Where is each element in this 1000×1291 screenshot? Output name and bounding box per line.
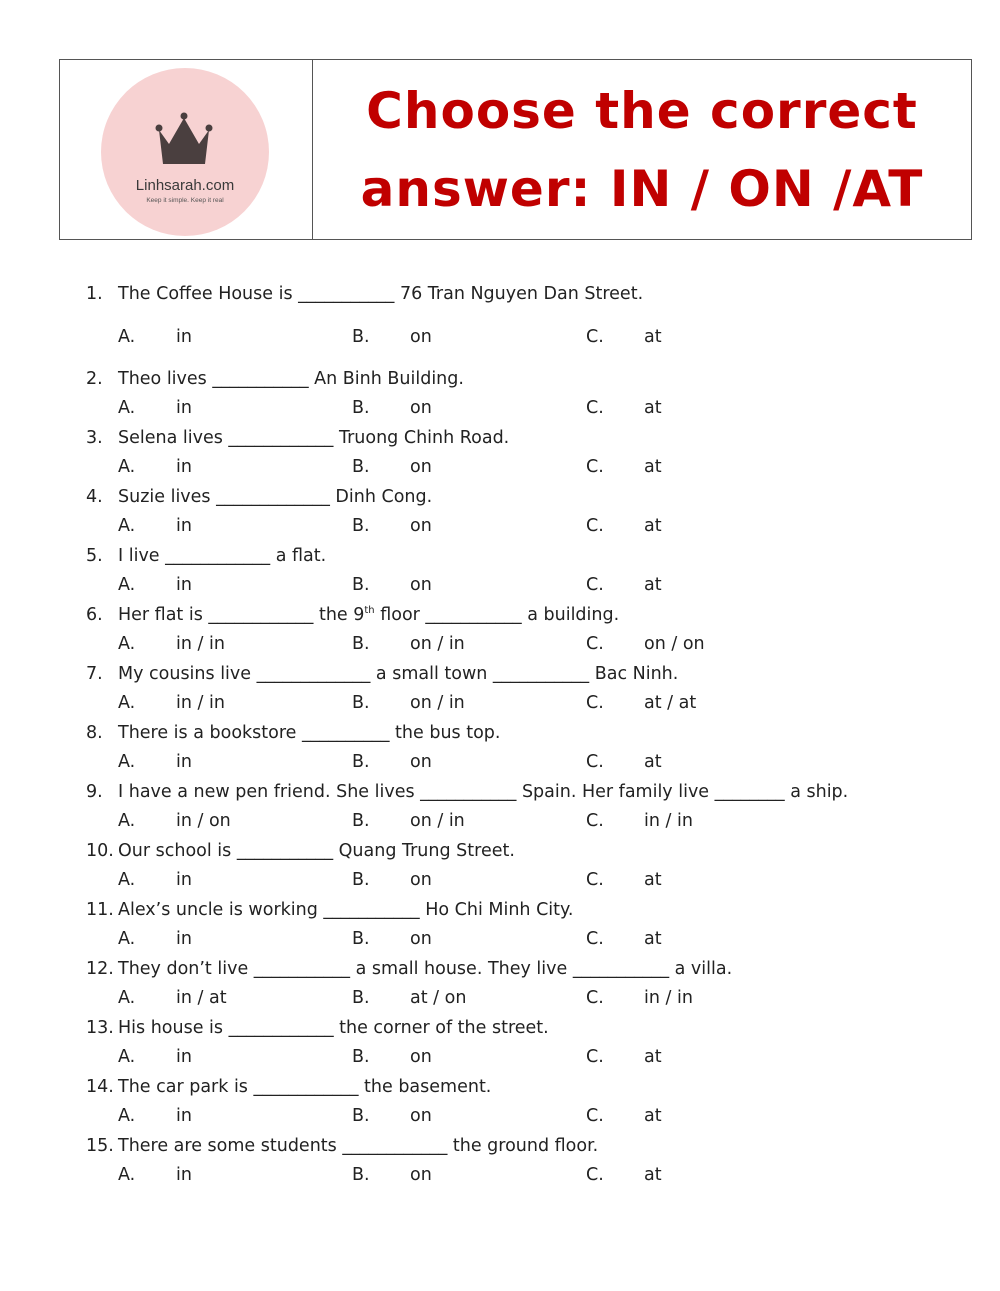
option-b[interactable] [352,512,432,542]
option-value: in [176,516,192,536]
answer-options [86,453,966,483]
option-value: at [644,1165,662,1185]
option-c[interactable] [586,1161,662,1191]
option-a[interactable] [118,807,231,837]
option-value: at [644,516,662,536]
question-list [86,280,966,1191]
option-value: in [176,575,192,595]
question-text: I have a new pen friend. She lives ___________ Spain. Her family live ________ a ship. [118,781,849,802]
option-a[interactable] [118,689,225,719]
option-c[interactable] [586,807,693,837]
question-number: 3. [86,427,103,448]
option-letter: C. [586,326,604,347]
option-letter: C. [586,1106,604,1126]
option-a[interactable] [118,630,225,660]
option-value: in [176,752,192,772]
option-value: at [644,457,662,477]
answer-options [86,512,966,542]
option-a[interactable] [118,984,227,1014]
question-item [86,1014,966,1073]
option-b[interactable] [352,925,432,955]
option-value: in / in [644,988,693,1008]
option-c[interactable] [586,630,705,660]
answer-options [86,689,966,719]
answer-options [86,630,966,660]
option-c[interactable] [586,571,662,601]
option-letter: C. [586,575,604,595]
option-value: on [410,398,432,418]
option-value: at [644,575,662,595]
option-a[interactable] [118,1043,192,1073]
option-letter: B. [352,693,370,713]
option-value: on [410,516,432,536]
option-c[interactable] [586,984,693,1014]
question-item [86,660,966,719]
option-value: at / on [410,988,467,1008]
option-a[interactable] [118,512,192,542]
option-value: in / on [176,811,231,831]
option-letter: A. [118,693,136,713]
question-item [86,280,966,365]
option-letter: A. [118,929,136,949]
option-value: in / in [176,693,225,713]
question-text-part: Her flat is ____________ the 9 [118,604,365,625]
option-value: in [176,870,192,890]
page-title-line-1: Choose the correct [366,81,918,140]
answer-options [86,1161,966,1191]
option-letter: A. [118,752,136,772]
question-item [86,365,966,424]
option-value: at [644,929,662,949]
option-c[interactable] [586,866,662,896]
option-b[interactable] [352,748,432,778]
question-text: His house is ____________ the corner of the street. [118,1017,549,1038]
option-c[interactable] [586,1102,662,1132]
option-letter: B. [352,516,370,536]
option-letter: A. [118,1047,136,1067]
option-value: on [410,1106,432,1126]
option-value: at [644,1047,662,1067]
question-text: The Coffee House is ___________ 76 Tran Nguyen Dan Street. [118,284,644,304]
option-a[interactable] [118,925,192,955]
option-c[interactable] [586,925,662,955]
question-number: 13. [86,1017,114,1038]
option-letter: C. [586,693,604,713]
question-line [86,483,966,513]
option-value: in [176,326,192,347]
option-letter: A. [118,988,136,1008]
option-value: on [410,1165,432,1185]
question-number: 4. [86,486,103,507]
option-value: at [644,752,662,772]
option-b[interactable] [352,394,432,424]
question-item [86,424,966,483]
option-value: in [176,1165,192,1185]
option-letter: B. [352,1047,370,1067]
question-item [86,778,966,837]
option-value: in [176,1106,192,1126]
option-letter: B. [352,398,370,418]
question-item [86,483,966,542]
question-text: Our school is ___________ Quang Trung Street. [118,840,515,861]
option-a[interactable] [118,394,192,424]
option-value: in / at [176,988,227,1008]
question-item [86,601,966,660]
question-text: My cousins live _____________ a small town ___________ Bac Ninh. [118,663,679,684]
option-value: at [644,398,662,418]
option-letter: B. [352,929,370,949]
answer-options [86,748,966,778]
option-b[interactable] [352,984,466,1014]
question-item [86,542,966,601]
option-value: on [410,1047,432,1067]
question-text: There is a bookstore __________ the bus top. [118,722,501,743]
question-text: They don’t live ___________ a small house. They live ___________ a villa. [118,958,733,979]
option-value: on / in [410,693,465,713]
question-number: 10. [86,840,114,861]
option-value: in [176,457,192,477]
option-b[interactable] [352,807,465,837]
option-letter: B. [352,988,370,1008]
worksheet-header [59,59,972,240]
question-line [86,1132,966,1162]
option-letter: A. [118,634,136,654]
question-number: 15. [86,1135,114,1156]
option-value: in / in [644,811,693,831]
option-c[interactable] [586,453,662,483]
option-letter: C. [586,634,604,654]
question-number: 6. [86,604,103,625]
question-line [86,719,966,749]
option-b[interactable] [352,689,465,719]
option-value: on [410,575,432,595]
option-letter: B. [352,811,370,831]
option-c[interactable] [586,394,662,424]
option-a[interactable] [118,571,192,601]
option-value: at [644,1106,662,1126]
answer-options [86,807,966,837]
option-letter: C. [586,516,604,536]
logo-tagline: Keep it simple. Keep it real [146,197,224,204]
option-c[interactable] [586,748,662,778]
option-letter: B. [352,457,370,477]
option-letter: C. [586,1047,604,1067]
option-c[interactable] [586,689,696,719]
option-letter: A. [118,457,136,477]
question-item [86,719,966,778]
logo-cell [60,60,313,239]
option-value: on / in [410,634,465,654]
question-number: 12. [86,958,114,979]
option-letter: B. [352,575,370,595]
option-value: in / in [176,634,225,654]
option-letter: A. [118,398,136,418]
option-letter: B. [352,870,370,890]
option-b[interactable] [352,866,432,896]
option-value: on / on [644,634,705,654]
option-c[interactable] [586,1043,662,1073]
option-letter: A. [118,811,136,831]
answer-options [86,571,966,601]
question-number: 5. [86,545,103,566]
answer-options [86,866,966,896]
option-a[interactable] [118,866,192,896]
question-line [86,778,966,808]
question-text: Theo lives ___________ An Binh Building. [118,368,464,389]
option-value: on [410,326,432,347]
question-number: 1. [86,284,103,304]
question-number: 9. [86,781,103,802]
option-letter: A. [118,516,136,536]
question-line [86,280,966,310]
option-value: on [410,870,432,890]
option-letter: A. [118,1106,136,1126]
logo-brand: Linhsarah.com [135,177,235,194]
title-cell [313,60,971,239]
option-letter: B. [352,326,370,347]
answer-options [86,1043,966,1073]
option-letter: C. [586,457,604,477]
option-letter: A. [118,575,136,595]
option-b[interactable] [352,630,465,660]
question-item [86,837,966,896]
option-letter: C. [586,398,604,418]
option-value: at [644,326,662,347]
question-number: 14. [86,1076,114,1097]
question-number: 2. [86,368,103,389]
option-b[interactable] [352,1043,432,1073]
option-letter: C. [586,929,604,949]
option-value: at [644,870,662,890]
question-number: 11. [86,899,114,920]
question-text: I live ____________ a flat. [118,545,327,566]
question-line [86,955,966,985]
option-value: in [176,398,192,418]
option-c[interactable] [586,310,662,365]
question-item [86,896,966,955]
option-letter: A. [118,326,136,347]
ordinal-suffix: th [364,604,375,616]
question-item [86,1073,966,1132]
option-b[interactable] [352,310,432,365]
option-letter: A. [118,1165,136,1185]
option-value: at / at [644,693,697,713]
option-letter: C. [586,988,604,1008]
option-b[interactable] [352,1102,432,1132]
option-c[interactable] [586,512,662,542]
question-text: Selena lives ____________ Truong Chinh Road. [118,427,510,448]
question-line [86,837,966,867]
option-b[interactable] [352,1161,432,1191]
option-a[interactable] [118,1161,192,1191]
question-line [86,896,966,926]
question-text: The car park is ____________ the basement. [118,1076,492,1097]
answer-options [86,925,966,955]
question-line [86,424,966,454]
question-text: Suzie lives _____________ Dinh Cong. [118,486,433,507]
logo [101,68,269,236]
question-number: 7. [86,663,103,684]
question-line [86,601,966,631]
option-a[interactable] [118,310,192,365]
question-text [118,601,619,631]
question-line [86,542,966,572]
option-value: in [176,929,192,949]
question-text: There are some students ____________ the ground floor. [118,1135,599,1156]
option-letter: C. [586,811,604,831]
option-value: on [410,929,432,949]
option-letter: C. [586,1165,604,1185]
option-a[interactable] [118,748,192,778]
option-letter: B. [352,634,370,654]
option-letter: A. [118,870,136,890]
question-text: Alex’s uncle is working ___________ Ho Chi Minh City. [118,899,574,920]
option-letter: B. [352,1106,370,1126]
answer-options [86,1102,966,1132]
option-value: on [410,752,432,772]
option-letter: C. [586,752,604,772]
option-letter: C. [586,870,604,890]
question-line [86,660,966,690]
question-item [86,1132,966,1191]
question-line [86,1073,966,1103]
page-title-line-2: answer: IN / ON /AT [360,159,924,218]
option-value: on / in [410,811,465,831]
answer-options [86,310,966,365]
question-item [86,955,966,1014]
crown-icon [153,108,215,170]
question-number: 8. [86,722,103,743]
option-a[interactable] [118,1102,192,1132]
option-value: in [176,1047,192,1067]
option-letter: B. [352,1165,370,1185]
answer-options [86,394,966,424]
option-a[interactable] [118,453,192,483]
option-b[interactable] [352,453,432,483]
option-b[interactable] [352,571,432,601]
question-text-part: floor ___________ a building. [374,604,620,625]
answer-options [86,984,966,1014]
question-line [86,1014,966,1044]
question-line [86,365,966,395]
option-letter: B. [352,752,370,772]
option-value: on [410,457,432,477]
